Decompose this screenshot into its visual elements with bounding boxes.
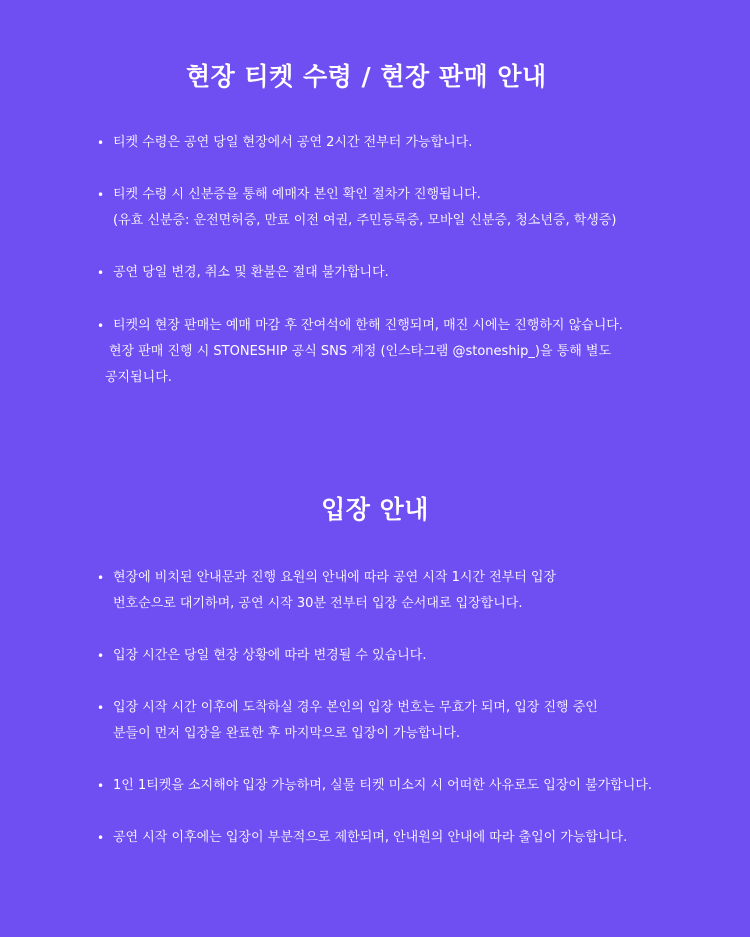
bullet-icon: •: [97, 266, 105, 280]
list-item: [97, 773, 697, 799]
list-item: [97, 313, 697, 391]
entry-info-title: 입장 안내: [321, 495, 429, 524]
list-item: [97, 130, 697, 156]
list-item-text: 번호순으로 대기하며, 공연 시작 30분 전부터 입장 순서대로 입장합니다.: [113, 596, 523, 611]
list-item-text: 티켓 수령은 공연 당일 현장에서 공연 2시간 전부터 가능합니다.: [113, 135, 473, 150]
list-item-text: 티켓의 현장 판매는 예매 마감 후 잔여석에 한해 진행되며, 매진 시에는 진행하지 않습니다.: [113, 318, 623, 333]
list-item-text: 현장에 비치된 안내문과 진행 요원의 안내에 따라 공연 시작 1시간 전부터 입장: [113, 570, 557, 585]
list-item-text: 분들이 먼저 입장을 완료한 후 마지막으로 입장이 가능합니다.: [113, 726, 461, 741]
list-item-text: 입장 시간은 당일 현장 상황에 따라 변경될 수 있습니다.: [113, 648, 427, 663]
list-item-text: (유효 신분증: 운전면허증, 만료 이전 여권, 주민등록증, 모바일 신분증, 청소년증, 학생증): [113, 213, 617, 228]
bullet-icon: •: [97, 649, 105, 663]
bullet-icon: •: [97, 571, 105, 585]
bullet-icon: •: [97, 319, 105, 333]
list-item-text: 1인 1티켓을 소지해야 입장 가능하며, 실물 티켓 미소지 시 어떠한 사유로도 입장이 불가합니다.: [113, 778, 653, 793]
bullet-icon: •: [97, 831, 105, 845]
list-item-text: 공지됩니다.: [105, 370, 172, 385]
bullet-icon: •: [97, 779, 105, 793]
list-item: [97, 260, 697, 286]
list-item-text: 입장 시작 시간 이후에 도착하실 경우 본인의 입장 번호는 무효가 되며, 입장 진행 중인: [113, 700, 598, 715]
list-item: [97, 565, 697, 617]
bullet-icon: •: [97, 188, 105, 202]
list-item: [97, 643, 697, 669]
list-item: [97, 695, 697, 747]
list-item: [97, 825, 697, 851]
list-item-text: 티켓 수령 시 신분증을 통해 예매자 본인 확인 절차가 진행됩니다.: [113, 187, 481, 202]
list-item-text: 공연 당일 변경, 취소 및 환불은 절대 불가합니다.: [113, 265, 389, 280]
list-item-text: 현장 판매 진행 시 STONESHIP 공식 SNS 계정 (인스타그램 @stoneship_)을 통해 별도: [109, 344, 612, 359]
list-item-text: 공연 시작 이후에는 입장이 부분적으로 제한되며, 안내원의 안내에 따라 출입이 가능합니다.: [113, 830, 628, 845]
ticket-pickup-title: 현장 티켓 수령 / 현장 판매 안내: [186, 62, 547, 91]
bullet-icon: •: [97, 136, 105, 150]
list-item: [97, 182, 697, 234]
bullet-icon: •: [97, 701, 105, 715]
